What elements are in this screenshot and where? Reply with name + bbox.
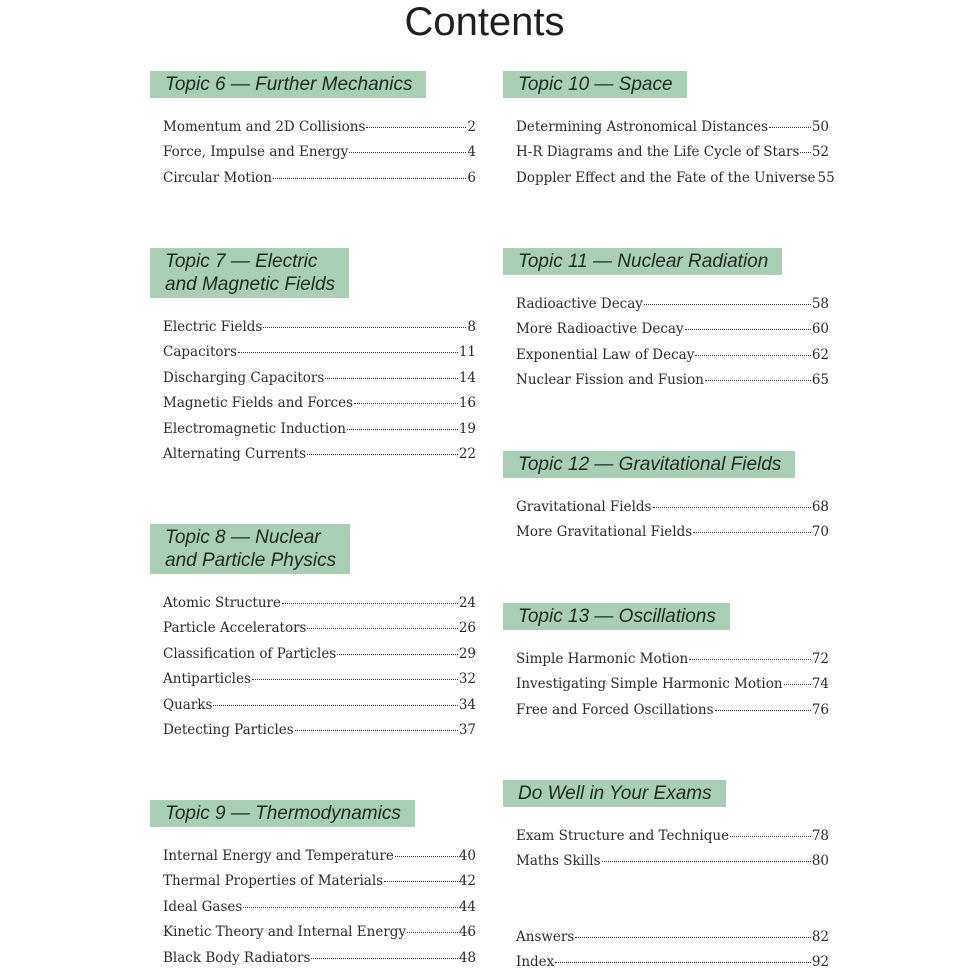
toc-entry	[516, 649, 829, 669]
toc-entry	[163, 168, 476, 188]
section-heading: Topic 9 — Thermodynamics	[150, 800, 415, 827]
toc-entry-label: Investigating Simple Harmonic Motion	[516, 676, 783, 693]
toc-entry-label: More Radioactive Decay	[516, 321, 684, 338]
toc-entry	[163, 393, 476, 413]
toc-entry	[163, 342, 476, 362]
toc-entry-label: Free and Forced Oscillations	[516, 701, 714, 718]
dot-leader	[555, 961, 811, 963]
toc-entry-label: Alternating Currents	[163, 446, 307, 462]
toc-entry-page-number: 50	[811, 119, 829, 135]
toc-entry	[163, 644, 476, 664]
toc-entry-page-number: 68	[811, 499, 829, 515]
dot-leader	[715, 709, 811, 711]
toc-entry-label: Radioactive Decay	[516, 296, 643, 312]
toc-entry-label: Answers	[516, 929, 575, 945]
toc-entry	[163, 142, 476, 162]
dot-leader	[252, 678, 458, 680]
toc-entry-label: Detecting Particles	[163, 722, 294, 738]
toc-entry-page-number: 4	[467, 144, 476, 161]
dot-leader	[695, 354, 810, 356]
toc-entry	[163, 368, 476, 388]
toc-entry-label: Classification of Particles	[163, 645, 337, 662]
toc-entry-page-number: 55	[817, 169, 835, 186]
toc-entry	[163, 922, 476, 942]
dot-leader	[325, 377, 458, 379]
dot-leader	[213, 704, 457, 706]
dot-leader	[653, 506, 811, 508]
dot-leader	[282, 602, 458, 604]
toc-entry	[516, 851, 829, 871]
toc-entry-label: Atomic Structure	[163, 595, 281, 611]
toc-entry-label: Capacitors	[163, 344, 237, 361]
dot-leader	[644, 303, 811, 305]
section-heading: Topic 11 — Nuclear Radiation	[503, 248, 782, 275]
toc-entry-page-number: 11	[458, 344, 476, 361]
toc-entry	[516, 522, 829, 542]
toc-entry-page-number: 26	[458, 620, 476, 637]
toc-entry	[163, 669, 476, 689]
toc-entry-page-number: 72	[811, 651, 829, 667]
toc-entry-label: Index	[516, 954, 555, 971]
toc-entry-label: Kinetic Theory and Internal Energy	[163, 924, 407, 941]
dot-leader	[349, 151, 466, 153]
toc-entry-label: Discharging Capacitors	[163, 369, 325, 386]
toc-entry-page-number: 29	[458, 645, 476, 662]
toc-entry	[516, 497, 829, 517]
toc-entry-page-number: 16	[458, 395, 476, 412]
toc-entry-page-number: 14	[458, 369, 476, 386]
toc-entry-label: Force, Impulse and Energy	[163, 144, 349, 161]
toc-entry-label: Ideal Gases	[163, 898, 243, 915]
toc-entry-page-number: 40	[458, 848, 476, 864]
toc-entry-label: Exam Structure and Technique	[516, 828, 730, 844]
toc-entry-label: Gravitational Fields	[516, 499, 652, 515]
section-heading: Topic 7 — Electric and Magnetic Fields	[150, 248, 349, 298]
toc-entry-page-number: 82	[811, 929, 829, 945]
toc-entry-page-number: 52	[811, 144, 829, 161]
dot-leader	[238, 351, 458, 353]
dot-leader	[384, 880, 458, 882]
dot-leader	[689, 658, 811, 660]
section-heading: Topic 6 — Further Mechanics	[150, 71, 426, 98]
toc-entry-label: Electric Fields	[163, 319, 263, 335]
dot-leader	[602, 860, 811, 862]
dot-leader	[243, 906, 458, 908]
section-heading: Do Well in Your Exams	[503, 780, 726, 807]
toc-entry	[516, 345, 829, 365]
toc-entry	[516, 117, 829, 137]
dot-leader	[263, 326, 466, 328]
toc-entry-page-number: 80	[811, 853, 829, 870]
toc-entry-page-number: 92	[811, 954, 829, 971]
toc-entry-label: Maths Skills	[516, 853, 601, 870]
dot-leader	[705, 379, 811, 381]
toc-entry	[163, 871, 476, 891]
toc-entry-label: Exponential Law of Decay	[516, 346, 695, 363]
toc-entry	[516, 142, 829, 162]
toc-entry-label: Quarks	[163, 696, 213, 713]
toc-entry-page-number: 74	[811, 676, 829, 693]
section-heading: Topic 10 — Space	[503, 71, 687, 98]
section-heading: Topic 13 — Oscillations	[503, 603, 730, 630]
toc-entry-label: Electromagnetic Induction	[163, 420, 346, 437]
dot-leader	[354, 402, 458, 404]
toc-entry-label: Magnetic Fields and Forces	[163, 395, 354, 412]
toc-entry-label: Doppler Effect and the Fate of the Universe	[516, 169, 816, 186]
toc-entry	[516, 294, 829, 314]
dot-leader	[407, 931, 458, 933]
toc-entry	[163, 846, 476, 866]
dot-leader	[307, 627, 457, 629]
toc-entry	[516, 826, 829, 846]
dot-leader	[685, 328, 811, 330]
toc-entry-page-number: 8	[467, 319, 476, 335]
toc-entry-label: Antiparticles	[163, 671, 251, 688]
toc-entry-page-number: 37	[458, 722, 476, 738]
dot-leader	[307, 453, 458, 455]
page-title: Contents	[404, 0, 565, 44]
toc-entry-page-number: 62	[811, 346, 829, 363]
section-heading: Topic 12 — Gravitational Fields	[503, 451, 795, 478]
dot-leader	[273, 177, 466, 179]
section-heading: Topic 8 — Nuclear and Particle Physics	[150, 524, 350, 574]
dot-leader	[575, 936, 811, 938]
toc-entry	[516, 674, 829, 694]
dot-leader	[693, 531, 811, 533]
dot-leader	[295, 729, 458, 731]
dot-leader	[337, 653, 458, 655]
toc-entry-page-number: 46	[458, 924, 476, 941]
toc-entry-page-number: 32	[458, 671, 476, 688]
toc-entry-label: Simple Harmonic Motion	[516, 651, 689, 667]
toc-entry-page-number: 44	[458, 898, 476, 915]
toc-entry-label: Internal Energy and Temperature	[163, 848, 394, 864]
toc-entry-label: Determining Astronomical Distances	[516, 119, 768, 135]
dot-leader	[730, 835, 811, 837]
dot-leader	[366, 126, 466, 128]
toc-entry-page-number: 78	[811, 828, 829, 844]
toc-entry-label: Particle Accelerators	[163, 620, 307, 637]
toc-entry	[516, 168, 835, 188]
toc-entry-label: Thermal Properties of Materials	[163, 873, 384, 890]
toc-entry	[163, 897, 476, 917]
toc-entry-label: Nuclear Fission and Fusion	[516, 372, 704, 389]
toc-entry-page-number: 70	[811, 524, 829, 541]
toc-entry	[516, 927, 829, 947]
toc-entry-page-number: 58	[811, 296, 829, 312]
toc-entry-page-number: 60	[811, 321, 829, 338]
toc-entry	[163, 618, 476, 638]
toc-entry-page-number: 24	[458, 595, 476, 611]
toc-entry-label: Circular Motion	[163, 169, 272, 186]
toc-entry-page-number: 6	[467, 169, 476, 186]
toc-entry	[163, 695, 476, 715]
toc-entry	[163, 444, 476, 464]
toc-entry	[516, 700, 829, 720]
dot-leader	[395, 855, 458, 857]
toc-entry-page-number: 19	[458, 420, 476, 437]
toc-entry	[163, 720, 476, 740]
dot-leader	[800, 151, 810, 153]
toc-entry	[516, 319, 829, 339]
toc-entry-page-number: 2	[467, 119, 476, 135]
toc-entry	[163, 593, 476, 613]
toc-entry-page-number: 22	[458, 446, 476, 462]
dot-leader	[784, 683, 811, 685]
toc-entry-page-number: 48	[458, 949, 476, 966]
dot-leader	[769, 126, 811, 128]
toc-entry-label: Momentum and 2D Collisions	[163, 119, 366, 135]
toc-entry-page-number: 76	[811, 701, 829, 718]
toc-entry	[163, 117, 476, 137]
toc-entry-page-number: 34	[458, 696, 476, 713]
toc-entry	[516, 952, 829, 972]
toc-entry-page-number: 65	[811, 372, 829, 389]
toc-entry-label: Black Body Radiators	[163, 949, 311, 966]
toc-entry	[516, 370, 829, 390]
toc-entry-label: H-R Diagrams and the Life Cycle of Stars	[516, 144, 800, 161]
toc-entry-page-number: 42	[458, 873, 476, 890]
toc-entry	[163, 948, 476, 968]
dot-leader	[347, 428, 458, 430]
toc-entry	[163, 317, 476, 337]
toc-entry	[163, 419, 476, 439]
toc-entry-label: More Gravitational Fields	[516, 524, 693, 541]
dot-leader	[311, 957, 457, 959]
